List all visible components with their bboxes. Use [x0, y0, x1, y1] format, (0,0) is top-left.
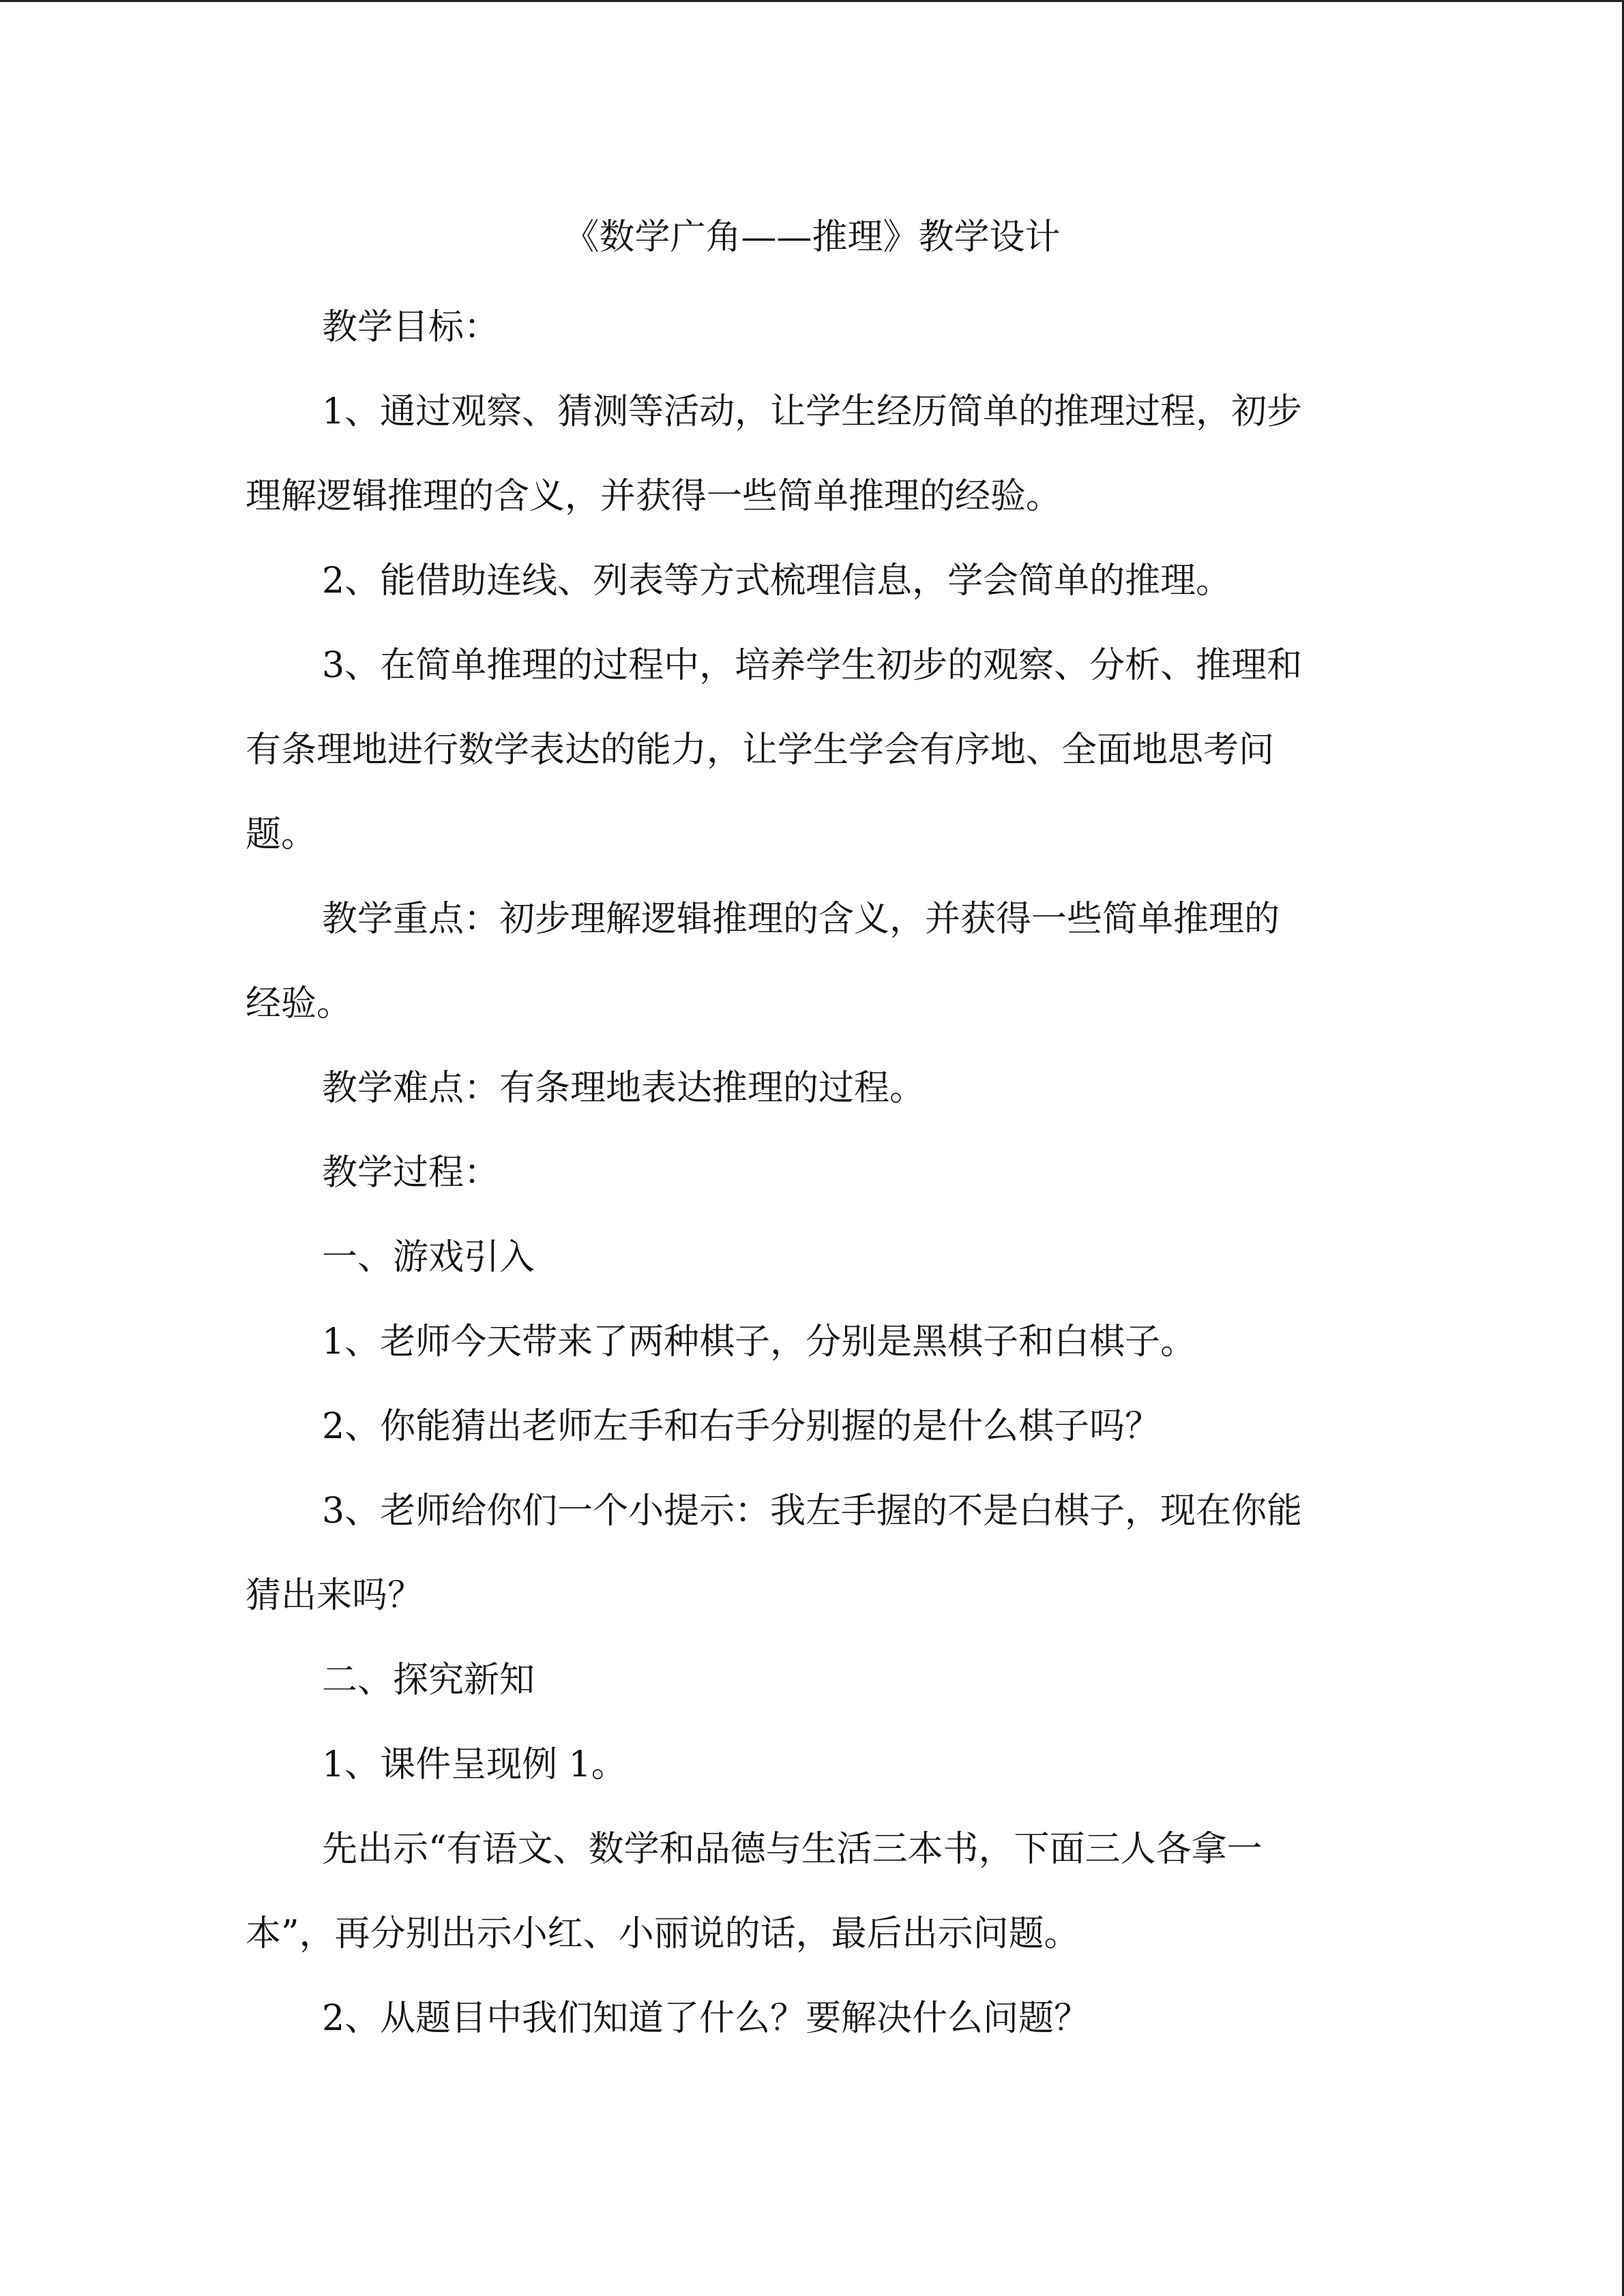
goal-1-line-1: 1、通过观察、猜测等活动，让学生经历简单的推理过程，初步 — [322, 391, 1303, 432]
section-2-heading: 二、探究新知 — [322, 1660, 535, 1701]
goal-3-line-1: 3、在简单推理的过程中，培养学生初步的观察、分析、推理和 — [322, 645, 1303, 686]
section-1-heading: 一、游戏引入 — [322, 1237, 535, 1278]
game-step-3-line-1: 3、老师给你们一个小提示：我左手握的不是白棋子，现在你能 — [322, 1491, 1303, 1532]
goal-3-line-3: 题。 — [246, 814, 317, 855]
game-step-2: 2、你能猜出老师左手和右手分别握的是什么棋子吗？ — [322, 1406, 1161, 1447]
teaching-goals-heading: 教学目标： — [322, 307, 500, 348]
difficult-point: 教学难点：有条理地表达推理的过程。 — [322, 1068, 926, 1109]
explore-note-line-1: 先出示“有语文、数学和品德与生活三本书，下面三人各拿一 — [322, 1829, 1263, 1870]
explore-step-2: 2、从题目中我们知道了什么？要解决什么问题？ — [322, 1998, 1090, 2039]
goal-2: 2、能借助连线、列表等方式梳理信息，学会简单的推理。 — [322, 561, 1232, 601]
goal-1-line-2: 理解逻辑推理的含义，并获得一些简单推理的经验。 — [246, 476, 1062, 517]
document-title: 《数学广角——推理》教学设计 — [563, 217, 1061, 258]
key-point-line-2: 经验。 — [246, 983, 353, 1024]
top-border — [0, 0, 1624, 2]
teaching-process-heading: 教学过程： — [322, 1152, 500, 1193]
key-point-line-1: 教学重点：初步理解逻辑推理的含义，并获得一些简单推理的 — [322, 899, 1280, 940]
explore-note-line-2: 本”，再分别出示小红、小丽说的话，最后出示问题。 — [246, 1913, 1080, 1954]
goal-3-line-2: 有条理地进行数学表达的能力，让学生学会有序地、全面地思考问 — [246, 730, 1275, 771]
game-step-3-line-2: 猜出来吗？ — [246, 1575, 424, 1616]
explore-step-1: 1、课件呈现例 1。 — [322, 1744, 627, 1785]
game-step-1: 1、老师今天带来了两种棋子，分别是黑棋子和白棋子。 — [322, 1322, 1196, 1362]
